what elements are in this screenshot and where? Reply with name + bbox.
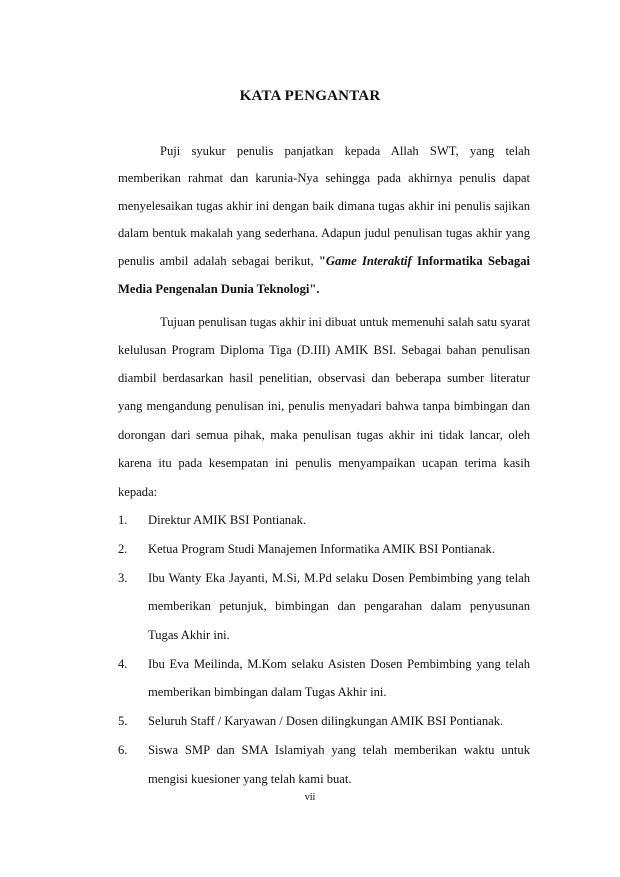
list-number: 2. (118, 542, 128, 556)
list-item: Direktur AMIK BSI Pontianak. (148, 513, 307, 527)
title-italic: Game Interaktif (325, 254, 412, 268)
para1-line: menyelesaikan tugas akhir ini dengan baik dimana tugas akhir ini penulis sajikan (118, 199, 530, 213)
list-item-cont: mengisi kuesioner yang telah kami buat. (148, 772, 352, 786)
list-item: Ibu Wanty Eka Jayanti, M.Si, M.Pd selaku Dosen Pembimbing yang telah (148, 571, 530, 585)
para1-text: penulis ambil adalah sebagai berikut, (118, 254, 319, 268)
para2-line: Tujuan penulisan tugas akhir ini dibuat untuk memenuhi salah satu syarat (160, 315, 531, 329)
list-number: 4. (118, 657, 128, 671)
para2-line: diambil berdasarkan hasil penelitian, observasi dan beberapa sumber literatur (118, 371, 530, 385)
page-number: vii (304, 792, 316, 803)
list-item: Ketua Program Studi Manajemen Informatika AMIK BSI Pontianak. (148, 542, 495, 556)
list-item: Seluruh Staff / Karyawan / Dosen dilingkungan AMIK BSI Pontianak. (148, 714, 504, 728)
list-item-cont: Tugas Akhir ini. (148, 628, 230, 642)
list-number: 3. (118, 571, 128, 585)
page-title: KATA PENGANTAR (239, 88, 381, 104)
list-item-cont: memberikan bimbingan dalam Tugas Akhir ini. (148, 685, 387, 699)
quote-mark: " (318, 254, 326, 268)
list-number: 1. (118, 513, 128, 527)
para1-line: memberikan rahmat dan karunia-Nya sehingga pada akhirnya penulis dapat (118, 171, 530, 185)
para2-line: dorongan dari semua pihak, maka penulisan tugas akhir ini tidak lancar, oleh (118, 428, 530, 442)
para1-line: Puji syukur penulis panjatkan kepada Allah SWT, yang telah (160, 144, 530, 158)
para2-line: karena itu pada kesempatan ini penulis menyampaikan ucapan terima kasih (118, 456, 530, 470)
title-bold: Informatika Sebagai (411, 254, 530, 268)
para2-line: yang mengandung penulisan ini, penulis menyadari bahwa tanpa bimbingan dan (118, 399, 530, 413)
para2-line: kepada: (118, 485, 158, 499)
list-item-cont: memberikan petunjuk, bimbingan dan pengarahan dalam penyusunan (148, 599, 530, 613)
list-number: 5. (118, 714, 128, 728)
list-item: Siswa SMP dan SMA Islamiyah yang telah memberikan waktu untuk (148, 743, 530, 757)
list-number: 6. (118, 743, 128, 757)
para1-title-line: Media Pengenalan Dunia Teknologi". (118, 282, 320, 296)
list-item: Ibu Eva Meilinda, M.Kom selaku Asisten Dosen Pembimbing yang telah (148, 657, 530, 671)
para1-line (118, 253, 530, 269)
para1-line: dalam bentuk makalah yang sederhana. Adapun judul penulisan tugas akhir yang (118, 226, 530, 240)
para2-line: kelulusan Program Diploma Tiga (D.III) AMIK BSI. Sebagai bahan penulisan (118, 343, 530, 357)
